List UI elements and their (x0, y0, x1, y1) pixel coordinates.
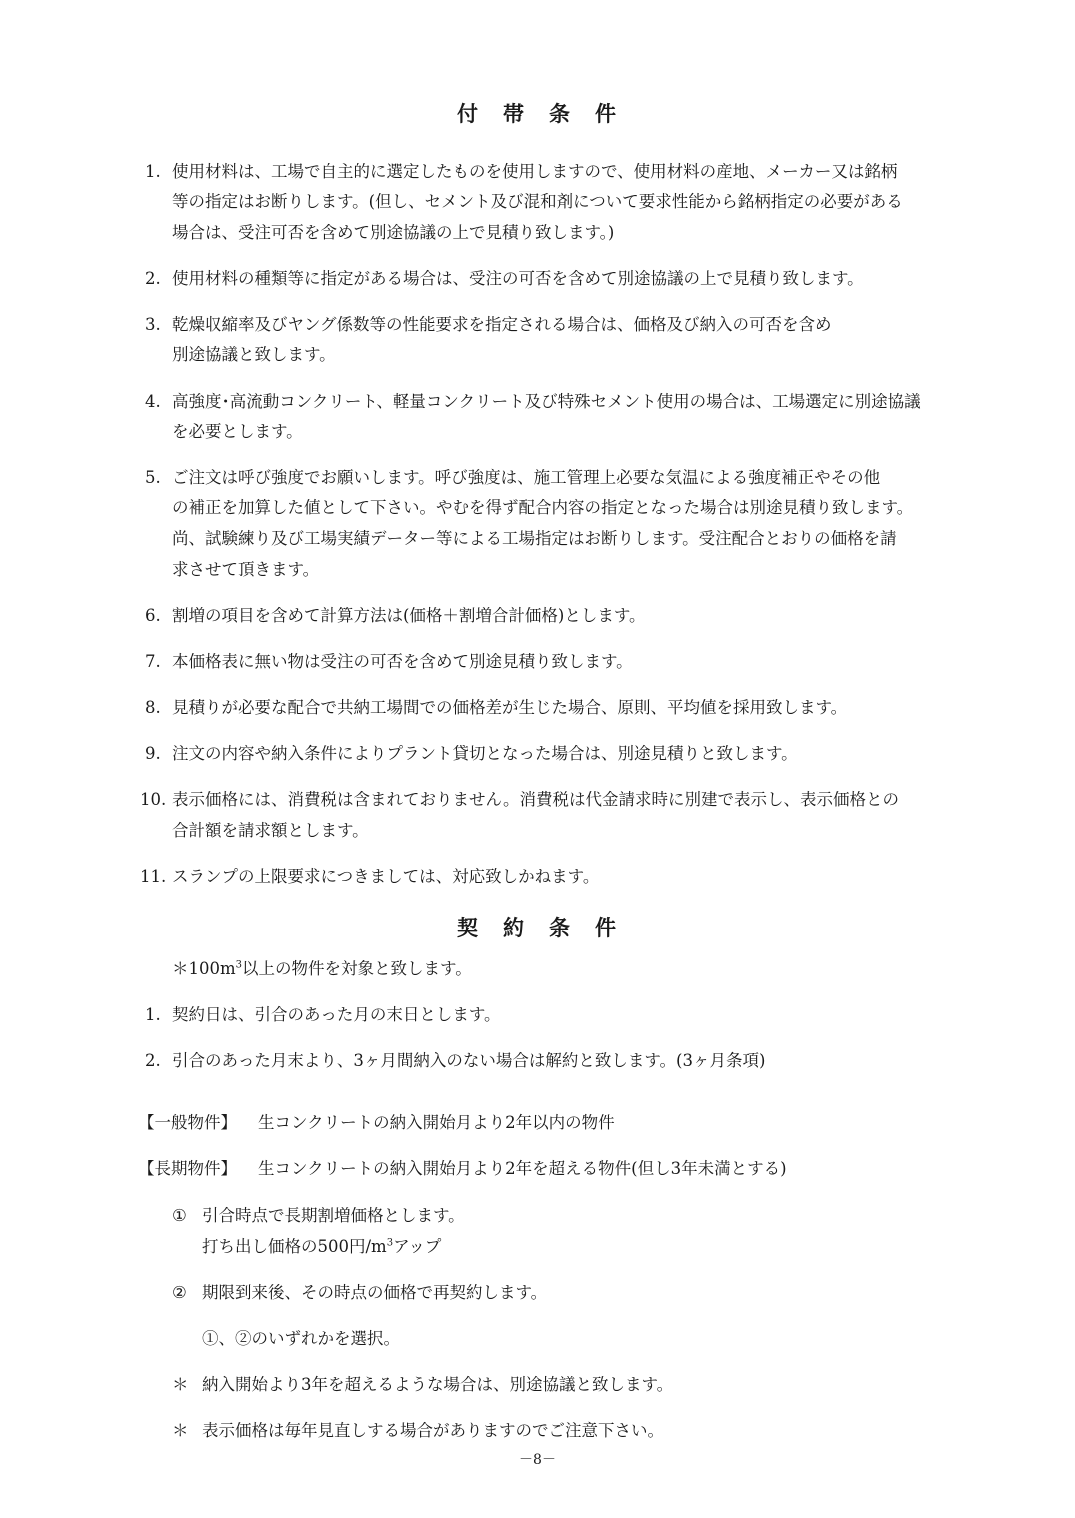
item-text-line: 使用材料は、工場で自主的に選定したものを使用しますので、使用材料の産地、メーカー又は銘柄 (172, 162, 898, 181)
contract-scope-note (172, 958, 472, 980)
item-number: 10. (140, 790, 167, 809)
option-1-sub-suffix: アップ (393, 1237, 442, 1256)
note-superscript: 3 (235, 959, 243, 971)
asterisk-mark: ＊ (172, 1375, 189, 1394)
contract-item-text: 引合のあった月末より、3ヶ月間納入のない場合は解約と致します。(3ヶ月条項) (172, 1051, 766, 1070)
item-text-line: 場合は、受注可否を含めて別途協議の上で見積り致します。) (172, 223, 615, 242)
contract-item-number: 2. (145, 1051, 161, 1070)
asterisk-note-text: 表示価格は毎年見直しする場合がありますのでご注意下さい。 (202, 1421, 664, 1440)
item-number: 8. (145, 698, 161, 717)
contract-item-text: 契約日は、引合のあった月の末日とします。 (172, 1005, 501, 1024)
general-property-label: 【一般物件】 (138, 1113, 237, 1132)
item-text-line: 割増の項目を含めて計算方法は(価格＋割増合計価格)とします。 (172, 606, 646, 625)
choice-text: ①、②のいずれかを選択。 (202, 1329, 400, 1348)
item-number: 6. (145, 606, 161, 625)
item-text-line: 等の指定はお断りします。(但し、セメント及び混和剤について要求性能から銘柄指定の必要がある (172, 192, 903, 211)
note-suffix: 以上の物件を対象と致します。 (242, 959, 472, 978)
item-number: 5. (145, 468, 161, 487)
item-text-line: 高強度･高流動コンクリート、軽量コンクリート及び特殊セメント使用の場合は、工場選定に別途協議 (172, 392, 921, 411)
item-number: 3. (145, 315, 161, 334)
option-1-sub-prefix: 打ち出し価格の500円/m (202, 1237, 387, 1256)
item-text-line: 尚、試験練り及び工場実績データー等による工場指定はお断りします。受注配合とおりの価格を請 (172, 529, 897, 548)
item-text-line: の補正を加算した値として下さい。やむを得ず配合内容の指定となった場合は別途見積り致します。 (172, 498, 914, 517)
option-1-sub-superscript: 3 (386, 1237, 394, 1249)
item-number: 7. (145, 652, 161, 671)
item-number: 4. (145, 392, 161, 411)
item-text-line: 使用材料の種類等に指定がある場合は、受注の可否を含めて別途協議の上で見積り致します。 (172, 269, 864, 288)
item-text-line: 合計額を請求額とします。 (172, 821, 369, 840)
asterisk-mark: ＊ (172, 1421, 189, 1440)
item-number: 9. (145, 744, 161, 763)
asterisk-note-text: 納入開始より3年を超えるような場合は、別途協議と致します。 (202, 1375, 674, 1394)
note-prefix: ＊100m (172, 959, 236, 978)
item-text-line: ご注文は呼び強度でお願いします。呼び強度は、施工管理上必要な気温による強度補正やその他 (172, 468, 881, 487)
page-number: －8－ (519, 1452, 556, 1468)
item-number: 1. (145, 162, 161, 181)
item-text-line: を必要とします。 (172, 422, 303, 441)
option-2-mark: ② (172, 1283, 187, 1302)
option-2-text: 期限到来後、その時点の価格で再契約します。 (202, 1283, 548, 1302)
item-number: 2. (145, 269, 161, 288)
item-text-line: スランプの上限要求につきましては、対応致しかねます。 (172, 867, 600, 886)
item-text-line: 表示価格には、消費税は含まれておりません。消費税は代金請求時に別建で表示し、表示価格との (172, 790, 899, 809)
item-number: 11. (140, 867, 167, 886)
item-text-line: 求させて頂きます。 (172, 560, 320, 579)
option-1-subtext (202, 1236, 441, 1258)
section-title-incidental-conditions: 付 帯 条 件 (457, 101, 618, 126)
section-title-contract-conditions: 契 約 条 件 (457, 915, 618, 940)
item-text-line: 別途協議と致します。 (172, 345, 336, 364)
item-text-line: 注文の内容や納入条件によりプラント貸切となった場合は、別途見積りと致します。 (172, 744, 798, 763)
item-text-line: 見積りが必要な配合で共納工場間での価格差が生じた場合、原則、平均値を採用致します。 (172, 698, 848, 717)
option-1-text: 引合時点で長期割増価格とします。 (202, 1206, 465, 1225)
item-text-line: 本価格表に無い物は受注の可否を含めて別途見積り致します。 (172, 652, 633, 671)
option-1-mark: ① (172, 1206, 187, 1225)
long-term-property-text: 生コンクリートの納入開始月より2年を超える物件(但し3年未満とする) (258, 1159, 787, 1178)
long-term-property-label: 【長期物件】 (138, 1159, 237, 1178)
item-text-line: 乾燥収縮率及びヤング係数等の性能要求を指定される場合は、価格及び納入の可否を含め (172, 315, 832, 334)
contract-item-number: 1. (145, 1005, 161, 1024)
general-property-text: 生コンクリートの納入開始月より2年以内の物件 (258, 1113, 615, 1132)
